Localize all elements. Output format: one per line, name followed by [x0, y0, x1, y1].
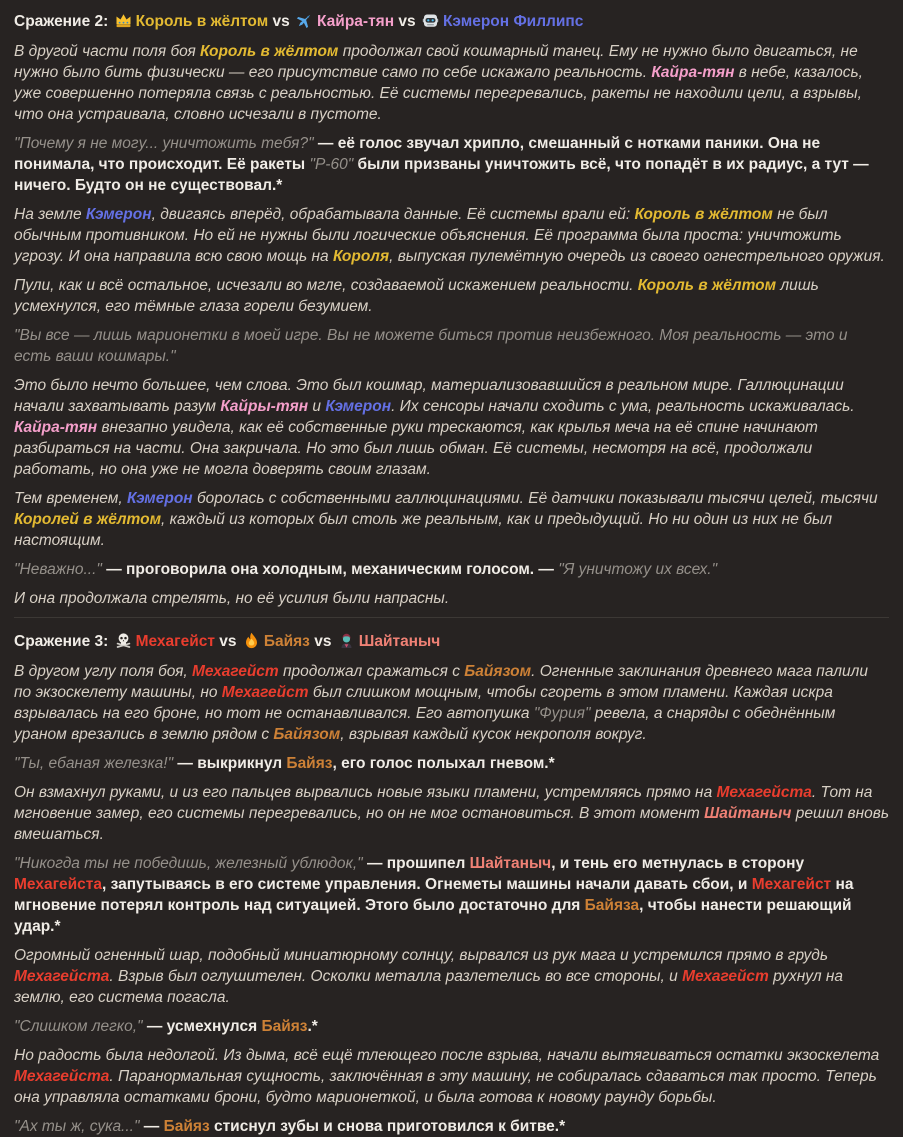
action-text: Он взмахнул руками, и из его пальцев вырвались новые языки пламени, устремляясь прямо на	[14, 784, 717, 801]
narration-text: Сражение 3:	[14, 633, 113, 650]
robot-emoji	[422, 12, 439, 29]
action-text: , выпуская пулемётную очередь из своего огнестрельного оружия.	[389, 248, 885, 265]
narration-text: .*	[307, 1018, 318, 1035]
battle-section	[14, 11, 889, 609]
character-name: Мехагейст	[751, 876, 832, 893]
quoted-dialogue: "Слишком легко,"	[14, 1018, 143, 1035]
story-paragraph	[14, 325, 889, 367]
narration-text: — проговорила она холодным, механическим голосом. —	[101, 561, 559, 578]
narration-text: vs	[394, 13, 420, 30]
action-text: На земле	[14, 206, 86, 223]
narration-text: Сражение 2:	[14, 13, 113, 30]
action-text: Тем временем,	[14, 490, 127, 507]
story-paragraph	[14, 1045, 889, 1108]
character-name: Мехагейст	[682, 968, 769, 985]
character-name: Кэмерон	[126, 490, 193, 507]
narration-text: , чтобы нанести решающий удар.*	[14, 897, 856, 935]
character-name: Кайра-тян	[651, 64, 735, 81]
action-text: . Их сенсоры начали сходить с ума, реальность искаживалась.	[391, 398, 859, 415]
character-name: Мехагейста	[14, 968, 110, 985]
action-text: не был обычным противником. Но ей не нужны были логические объяснения. Её программа была проста: уничтожить угрозу. И она направила всю свою мощь на	[14, 206, 846, 265]
action-text: Огромный огненный шар, подобный миниатюрному солнцу, вырвался из рук мага и устремился прямо в грудь	[14, 947, 833, 964]
battle-header	[14, 631, 889, 652]
jet-emoji	[296, 12, 313, 29]
quoted-dialogue: "Никогда ты не победишь, железный ублюдок,"	[14, 855, 363, 872]
battle-section	[14, 631, 894, 1137]
character-name: Король в жёлтом	[634, 206, 773, 223]
character-name: Кэмерон	[325, 398, 392, 415]
quoted-dialogue: "Почему я не могу... уничтожить тебя?"	[14, 135, 314, 152]
action-text: . Огненные заклинания древнего мага палили по экзоскелету машины, но	[14, 663, 873, 701]
narration-text: —	[139, 1118, 164, 1135]
story-paragraph	[14, 661, 889, 745]
narration-text: vs	[268, 13, 295, 30]
character-name: Байязом	[273, 726, 341, 743]
story-paragraph	[14, 588, 889, 609]
character-name: Король в жёлтом	[200, 43, 339, 60]
character-name: Кайра-тян	[14, 419, 98, 436]
narration-text: на мгновение потерял контроль над ситуацией. Этого было достаточно для	[14, 876, 858, 914]
action-text: , двигаясь вперёд, обрабатывала данные. Её системы врали ей:	[151, 206, 635, 223]
character-name: Шайтаныч	[704, 805, 792, 822]
character-name: Мехагейста	[716, 784, 812, 801]
narration-text: — усмехнулся	[142, 1018, 262, 1035]
story-paragraph	[14, 275, 889, 317]
action-text: продолжал свой кошмарный танец. Ему не нужно было двигаться, не нужно было бить физически — его присутствие само по себе искажало реальность.	[14, 43, 862, 81]
action-text: внезапно увидела, как её собственные руки трескаются, как крылья меча на её спине начинают разбираться на части. Она закричала. Но это был лишь обман. Её системы, несмотря на всё, продолжали работать, но она уже не могла доверять своим глазам.	[14, 419, 823, 478]
action-text: . Взрыв был оглушителен. Осколки металла разлетелись во все стороны, и	[109, 968, 683, 985]
narration-text: vs	[214, 633, 241, 650]
action-text: . Тот на мгновение замер, его системы перегревались, но он не мог остановиться. В этот момент	[14, 784, 877, 822]
story-paragraph	[14, 204, 889, 267]
character-name: Королей в жёлтом	[14, 511, 162, 528]
action-text: и	[308, 398, 326, 415]
quoted-dialogue: "Р-60"	[309, 156, 354, 173]
quoted-dialogue: "Фурия"	[533, 705, 591, 722]
narration-text: — прошипел	[362, 855, 470, 872]
action-text: В другом углу поля боя,	[14, 663, 192, 680]
character-name: Мехагейст	[135, 633, 215, 650]
story-paragraph	[14, 488, 889, 551]
story-paragraph	[14, 945, 889, 1008]
character-name: Шайтаныч	[358, 633, 441, 650]
action-text: Это было нечто большее, чем слова. Это был кошмар, материализовавшийся в реальном мире. Галлюцинации начали захватывать разум	[14, 377, 849, 415]
action-text: рухнул на землю, его система погасла.	[14, 968, 848, 1006]
action-text: лишь усмехнулся, его тёмные глаза горели безумием.	[14, 277, 824, 315]
action-text: , взрывая каждый кусок некрополя вокруг.	[340, 726, 647, 743]
action-text: в небе, казалось, уже совершенно потеряла связь с реальностью. Её системы перегревались, ракеты не находили цели, а взрывы, что она устраивала, словно исчезали в пустоте.	[14, 64, 868, 123]
quoted-dialogue: "Неважно..."	[14, 561, 102, 578]
character-name: Байяз	[163, 1118, 210, 1135]
character-name: Кэмерон	[85, 206, 152, 223]
narration-text: vs	[309, 633, 336, 650]
battle-header	[14, 11, 889, 32]
action-text: . Паранормальная сущность, заключённая в эту машину, не собиралась сдаваться так просто. Теперь она управляла остатками брони, будто марионеткой, и была готова к новому раунду борьбы.	[14, 1068, 882, 1106]
story-paragraph	[14, 133, 889, 196]
quoted-dialogue: "Ах ты ж, сука..."	[14, 1118, 140, 1135]
chat-log	[14, 11, 894, 1137]
action-text: был слишком мощным, чтобы сгореть в этом пламени. Каждая искра взрывалась на его броне, но тот не останавливался. Его автопушка	[14, 684, 838, 722]
action-text: Но радость была недолгой. Из дыма, всё ещё тлеющего после взрыва, начали вытягиваться остатки экзоскелета	[14, 1047, 884, 1064]
character-name: Кайра-тян	[317, 13, 395, 30]
action-text: решил вновь вмешаться.	[14, 805, 894, 843]
narration-text: — выкрикнул	[173, 755, 287, 772]
quoted-dialogue: "Ты, ебаная железка!"	[14, 755, 174, 772]
character-name: Мехагейста	[14, 876, 103, 893]
narration-text: , его голос полыхал гневом.*	[332, 755, 555, 772]
action-text: Пули, как и всё остальное, исчезали во мгле, создаваемой искажением реальности.	[14, 277, 638, 294]
story-paragraph	[14, 559, 889, 580]
character-name: Байязом	[464, 663, 532, 680]
quoted-dialogue: "Я уничтожу их всех."	[558, 561, 718, 578]
quoted-dialogue: "Вы все — лишь марионетки в моей игре. Вы не можете биться против неизбежного. Моя реальность — это и есть ваши кошмары."	[14, 327, 852, 365]
character-name: Кэмерон Филлипс	[442, 13, 584, 30]
character-name: Король в жёлтом	[135, 13, 269, 30]
narration-text: , и тень его метнулась в сторону	[551, 855, 809, 872]
story-paragraph	[14, 1116, 889, 1137]
character-name: Шайтаныч	[469, 855, 552, 872]
action-text: В другой части поля боя	[14, 43, 201, 60]
narration-text: , запутываясь в его системе управления. Огнеметы машины начали давать сбои, и	[102, 876, 752, 893]
character-name: Байяз	[263, 633, 310, 650]
character-name: Король в жёлтом	[637, 277, 777, 294]
character-name: Кайры-тян	[220, 398, 309, 415]
action-text: И она продолжала стрелять, но её усилия были напрасны.	[14, 590, 450, 607]
fire-emoji	[243, 632, 260, 649]
story-paragraph	[14, 753, 889, 774]
character-name: Мехагейст	[191, 663, 279, 680]
narration-text: — её голос звучал хрипло, смешанный с нотками паники. Она не понимала, что происходит. Её ракеты	[14, 135, 825, 173]
narration-text: стиснул зубы и снова приготовился к битве.*	[209, 1118, 566, 1135]
action-text: , каждый из которых был столь же реальным, как и предыдущий. Но ни один из них не был настоящим.	[14, 511, 837, 549]
story-paragraph	[14, 41, 889, 125]
shaitan-emoji	[338, 632, 355, 649]
skull-crossbones-emoji	[115, 632, 132, 649]
character-name: Байяз	[286, 755, 333, 772]
story-paragraph	[14, 1016, 889, 1037]
character-name: Мехагейст	[221, 684, 309, 701]
character-name: Байяз	[261, 1018, 308, 1035]
crown-emoji	[115, 12, 132, 29]
story-paragraph	[14, 853, 889, 937]
action-text: боролась с собственными галлюцинациями. Её датчики показывали тысячи целей, тысячи	[192, 490, 882, 507]
action-text: ревела, а снаряды с обеднённым ураном врезались в землю рядом с	[14, 705, 840, 743]
story-paragraph	[14, 782, 894, 845]
action-text: продолжал сражаться с	[278, 663, 465, 680]
message-divider	[14, 617, 889, 618]
character-name: Байяза	[584, 897, 640, 914]
narration-text: были призваны уничтожить всё, что попадёт в их радиус, а тут — ничего. Будто он не существовал.*	[14, 156, 873, 194]
character-name: Мехагейста	[14, 1068, 110, 1085]
story-paragraph	[14, 375, 889, 480]
character-name: Короля	[332, 248, 390, 265]
